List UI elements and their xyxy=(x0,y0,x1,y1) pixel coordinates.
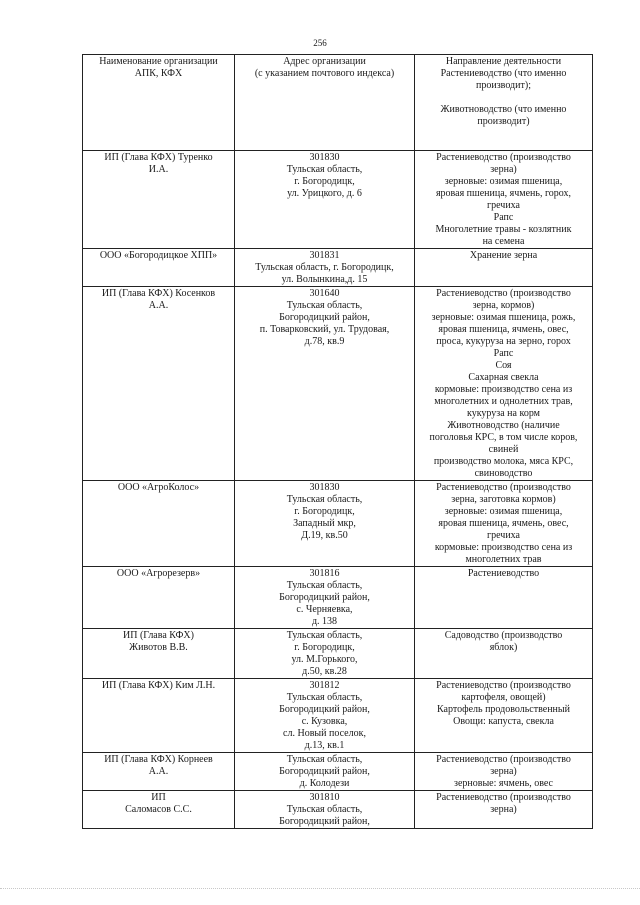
org-activity-line: поголовья КРС, в том числе коров, xyxy=(429,432,578,443)
org-activity-line: кукуруза на корм xyxy=(466,408,540,419)
org-name-line: ИП (Глава КФХ) Туренко xyxy=(104,152,213,163)
org-name-cell xyxy=(83,791,235,829)
header-activity-line: производит); xyxy=(476,80,531,91)
org-activity-line: Сахарная свекла xyxy=(468,372,539,383)
org-address-line: ул. М.Горького, xyxy=(291,654,358,665)
org-activity-line: Растениеводство (производство xyxy=(436,754,571,765)
org-activity-line: Многолетние травы - козлятник xyxy=(435,224,572,235)
org-address-line: 301812 xyxy=(309,680,340,691)
org-activity-line: зерна) xyxy=(490,766,517,777)
org-activity-line: зерна, заготовка кормов) xyxy=(451,494,556,505)
org-activity-line: Овощи: капуста, свекла xyxy=(453,716,554,727)
org-address-line: 301830 xyxy=(309,152,340,163)
org-address-line: д. 138 xyxy=(311,616,338,627)
table-row xyxy=(83,287,593,481)
org-name-cell xyxy=(83,629,235,679)
org-address-line: сл. Новый поселок, xyxy=(283,728,366,739)
header-name-line: АПК, КФХ xyxy=(134,68,183,79)
header-address-line: Адрес организации xyxy=(283,56,366,67)
org-activity-line: зерновые: озимая пшеница, xyxy=(444,176,563,187)
org-activity-line: зерна, кормов) xyxy=(472,300,535,311)
org-activity-line: кормовые: производство сена из xyxy=(434,542,573,553)
org-activity-cell xyxy=(415,151,593,249)
org-activity-line: зерна) xyxy=(490,164,517,175)
org-activity-line: яровая пшеница, ячмень, овес, xyxy=(438,324,569,335)
org-activity-line: Растениеводство (производство xyxy=(436,152,571,163)
org-address-line: д.50, кв.28 xyxy=(302,666,347,677)
org-name-line: ИП (Глава КФХ) Корнеев xyxy=(104,754,213,765)
org-address-line: Тульская область, xyxy=(286,580,363,591)
org-activity-line: зерновые: озимая пшеница, рожь, xyxy=(431,312,576,323)
org-activity-cell xyxy=(415,629,593,679)
table-row xyxy=(83,151,593,249)
org-address-line: с. Черняевка, xyxy=(296,604,353,615)
org-name-line: ООО «Агрорезерв» xyxy=(116,568,201,579)
org-address-line: 301816 xyxy=(309,568,340,579)
table-row xyxy=(83,629,593,679)
org-activity-line: яблок) xyxy=(489,642,518,653)
org-activity-cell xyxy=(415,249,593,287)
org-activity-cell xyxy=(415,567,593,629)
org-activity-line: Растениеводство (производство xyxy=(436,288,571,299)
org-address-cell xyxy=(235,481,415,567)
org-name-cell xyxy=(83,679,235,753)
org-name-line: Животов В.В. xyxy=(129,642,188,653)
org-address-line: ул. Волынкина,д. 15 xyxy=(281,274,368,285)
org-address-cell xyxy=(235,629,415,679)
header-activity-line: производит) xyxy=(477,116,530,127)
org-address-cell xyxy=(235,567,415,629)
org-name-line: ИП xyxy=(151,792,166,803)
table-row xyxy=(83,679,593,753)
org-activity-cell xyxy=(415,679,593,753)
org-address-line: 301830 xyxy=(309,482,340,493)
org-activity-line: Животноводство (наличие xyxy=(447,420,560,431)
org-address-cell xyxy=(235,151,415,249)
org-name-cell xyxy=(83,567,235,629)
org-address-line: ул. Урицкого, д. 6 xyxy=(287,188,362,199)
org-name-line: ООО «АгроКолос» xyxy=(117,482,200,493)
table-row xyxy=(83,791,593,829)
org-address-line: д.78, кв.9 xyxy=(304,336,345,347)
header-activity-line: Растениеводство (что именно xyxy=(440,68,567,79)
org-address-line: д.13, кв.1 xyxy=(304,740,345,751)
org-address-line: Богородицкий район, xyxy=(279,704,370,715)
org-activity-line: кормовые: производство сена из xyxy=(434,384,573,395)
org-address-line: г. Богородицк, xyxy=(294,506,355,517)
org-address-line: д. Колодези xyxy=(299,778,350,789)
org-name-line: ООО «Богородицкое ХПП» xyxy=(99,250,218,261)
org-address-cell xyxy=(235,249,415,287)
org-activity-line: Растениеводство (производство xyxy=(436,482,571,493)
org-activity-line: многолетних трав xyxy=(465,554,542,565)
table-row xyxy=(83,567,593,629)
header-name-cell xyxy=(83,55,235,151)
header-address-cell xyxy=(235,55,415,151)
org-address-line: 301831 xyxy=(309,250,340,261)
org-name-cell xyxy=(83,753,235,791)
org-name-cell xyxy=(83,481,235,567)
org-address-line: Западный мкр, xyxy=(293,518,356,529)
org-address-line: Д.19, кв.50 xyxy=(301,530,348,541)
org-activity-line: зерновые: ячмень, овес xyxy=(454,778,553,789)
org-activity-line: зерновые: озимая пшеница, xyxy=(444,506,563,517)
org-activity-line: производство молока, мяса КРС, xyxy=(433,456,574,467)
header-activity-line xyxy=(419,92,588,104)
org-address-line: Тульская область, xyxy=(286,804,363,815)
org-activity-cell xyxy=(415,287,593,481)
org-activity-line: гречиха xyxy=(487,200,520,211)
org-activity-line: зерна) xyxy=(490,804,517,815)
org-address-cell xyxy=(235,287,415,481)
org-activity-line: гречиха xyxy=(487,530,520,541)
org-address-line: Тульская область, xyxy=(286,494,363,505)
org-activity-line: Картофель продовольственный xyxy=(437,704,570,715)
org-activity-line: Растениеводство xyxy=(467,568,540,579)
org-name-line: ИП (Глава КФХ) Косенков xyxy=(101,288,216,299)
table-body xyxy=(83,151,593,829)
org-address-line: Тульская область, г. Богородицк, xyxy=(255,262,394,273)
org-activity-line: многолетних и однолетних трав, xyxy=(434,396,573,407)
org-activity-cell xyxy=(415,791,593,829)
org-activity-cell xyxy=(415,753,593,791)
org-address-line: Тульская область, xyxy=(286,754,363,765)
table-row xyxy=(83,753,593,791)
page-number: 256 xyxy=(313,38,327,48)
org-activity-line: свиноводство xyxy=(474,468,533,479)
org-activity-line: Рапс xyxy=(493,212,514,223)
org-activity-line: яровая пшеница, ячмень, горох, xyxy=(435,188,572,199)
header-name-line: Наименование организации xyxy=(99,56,218,67)
org-activity-line: картофеля, овощей) xyxy=(461,692,546,703)
table-row xyxy=(83,481,593,567)
header-activity-line: Направление деятельности xyxy=(445,56,562,67)
org-activity-line: Рапс xyxy=(493,348,514,359)
org-address-line: с. Кузовка, xyxy=(301,716,348,727)
header-activity-line: Животноводство (что именно xyxy=(440,104,567,115)
org-activity-line: яровая пшеница, ячмень, овес, xyxy=(438,518,569,529)
org-activity-line: проса, кукуруза на зерно, горох xyxy=(436,336,571,347)
organizations-table xyxy=(82,54,593,829)
org-address-line: Тульская область, xyxy=(286,164,363,175)
org-name-line: ИП (Глава КФХ) xyxy=(123,630,194,641)
header-activity-cell xyxy=(415,55,593,151)
org-name-cell xyxy=(83,151,235,249)
org-name-line: А.А. xyxy=(148,766,169,777)
org-activity-cell xyxy=(415,481,593,567)
org-activity-line: на семена xyxy=(482,236,525,247)
table-header-row xyxy=(83,55,593,151)
org-activity-line: Растениеводство (производство xyxy=(436,792,571,803)
org-address-line: п. Товарковский, ул. Трудовая, xyxy=(259,324,390,335)
org-name-line: И.А. xyxy=(148,164,169,175)
org-name-line: А.А. xyxy=(148,300,169,311)
org-name-line: ИП (Глава КФХ) Ким Л.Н. xyxy=(101,680,216,691)
org-activity-line: Растениеводство (производство xyxy=(436,680,571,691)
org-address-line: г. Богородицк, xyxy=(294,176,355,187)
org-activity-line: Хранение зерна xyxy=(469,250,538,261)
org-address-line: Богородицкий район, xyxy=(279,766,370,777)
org-address-line: Тульская область, xyxy=(286,300,363,311)
org-address-line: Тульская область, xyxy=(286,630,363,641)
footer-divider xyxy=(0,888,640,892)
org-address-line: Богородицкий район, xyxy=(279,592,370,603)
org-address-line: 301640 xyxy=(309,288,340,299)
org-address-line: 301810 xyxy=(309,792,340,803)
org-name-cell xyxy=(83,287,235,481)
org-address-cell xyxy=(235,791,415,829)
org-address-line: Богородицкий район, xyxy=(279,312,370,323)
table-row xyxy=(83,249,593,287)
org-address-cell xyxy=(235,679,415,753)
org-name-cell xyxy=(83,249,235,287)
org-address-line: Тульская область, xyxy=(286,692,363,703)
org-activity-line: свиней xyxy=(488,444,519,455)
org-activity-line: Соя xyxy=(495,360,512,371)
org-activity-line: Садоводство (производство xyxy=(444,630,563,641)
header-address-line: (с указанием почтового индекса) xyxy=(254,68,395,79)
org-address-line: Богородицкий район, xyxy=(279,816,370,827)
org-address-cell xyxy=(235,753,415,791)
org-address-line: г. Богородицк, xyxy=(294,642,355,653)
org-name-line: Саломасов С.С. xyxy=(125,804,192,815)
